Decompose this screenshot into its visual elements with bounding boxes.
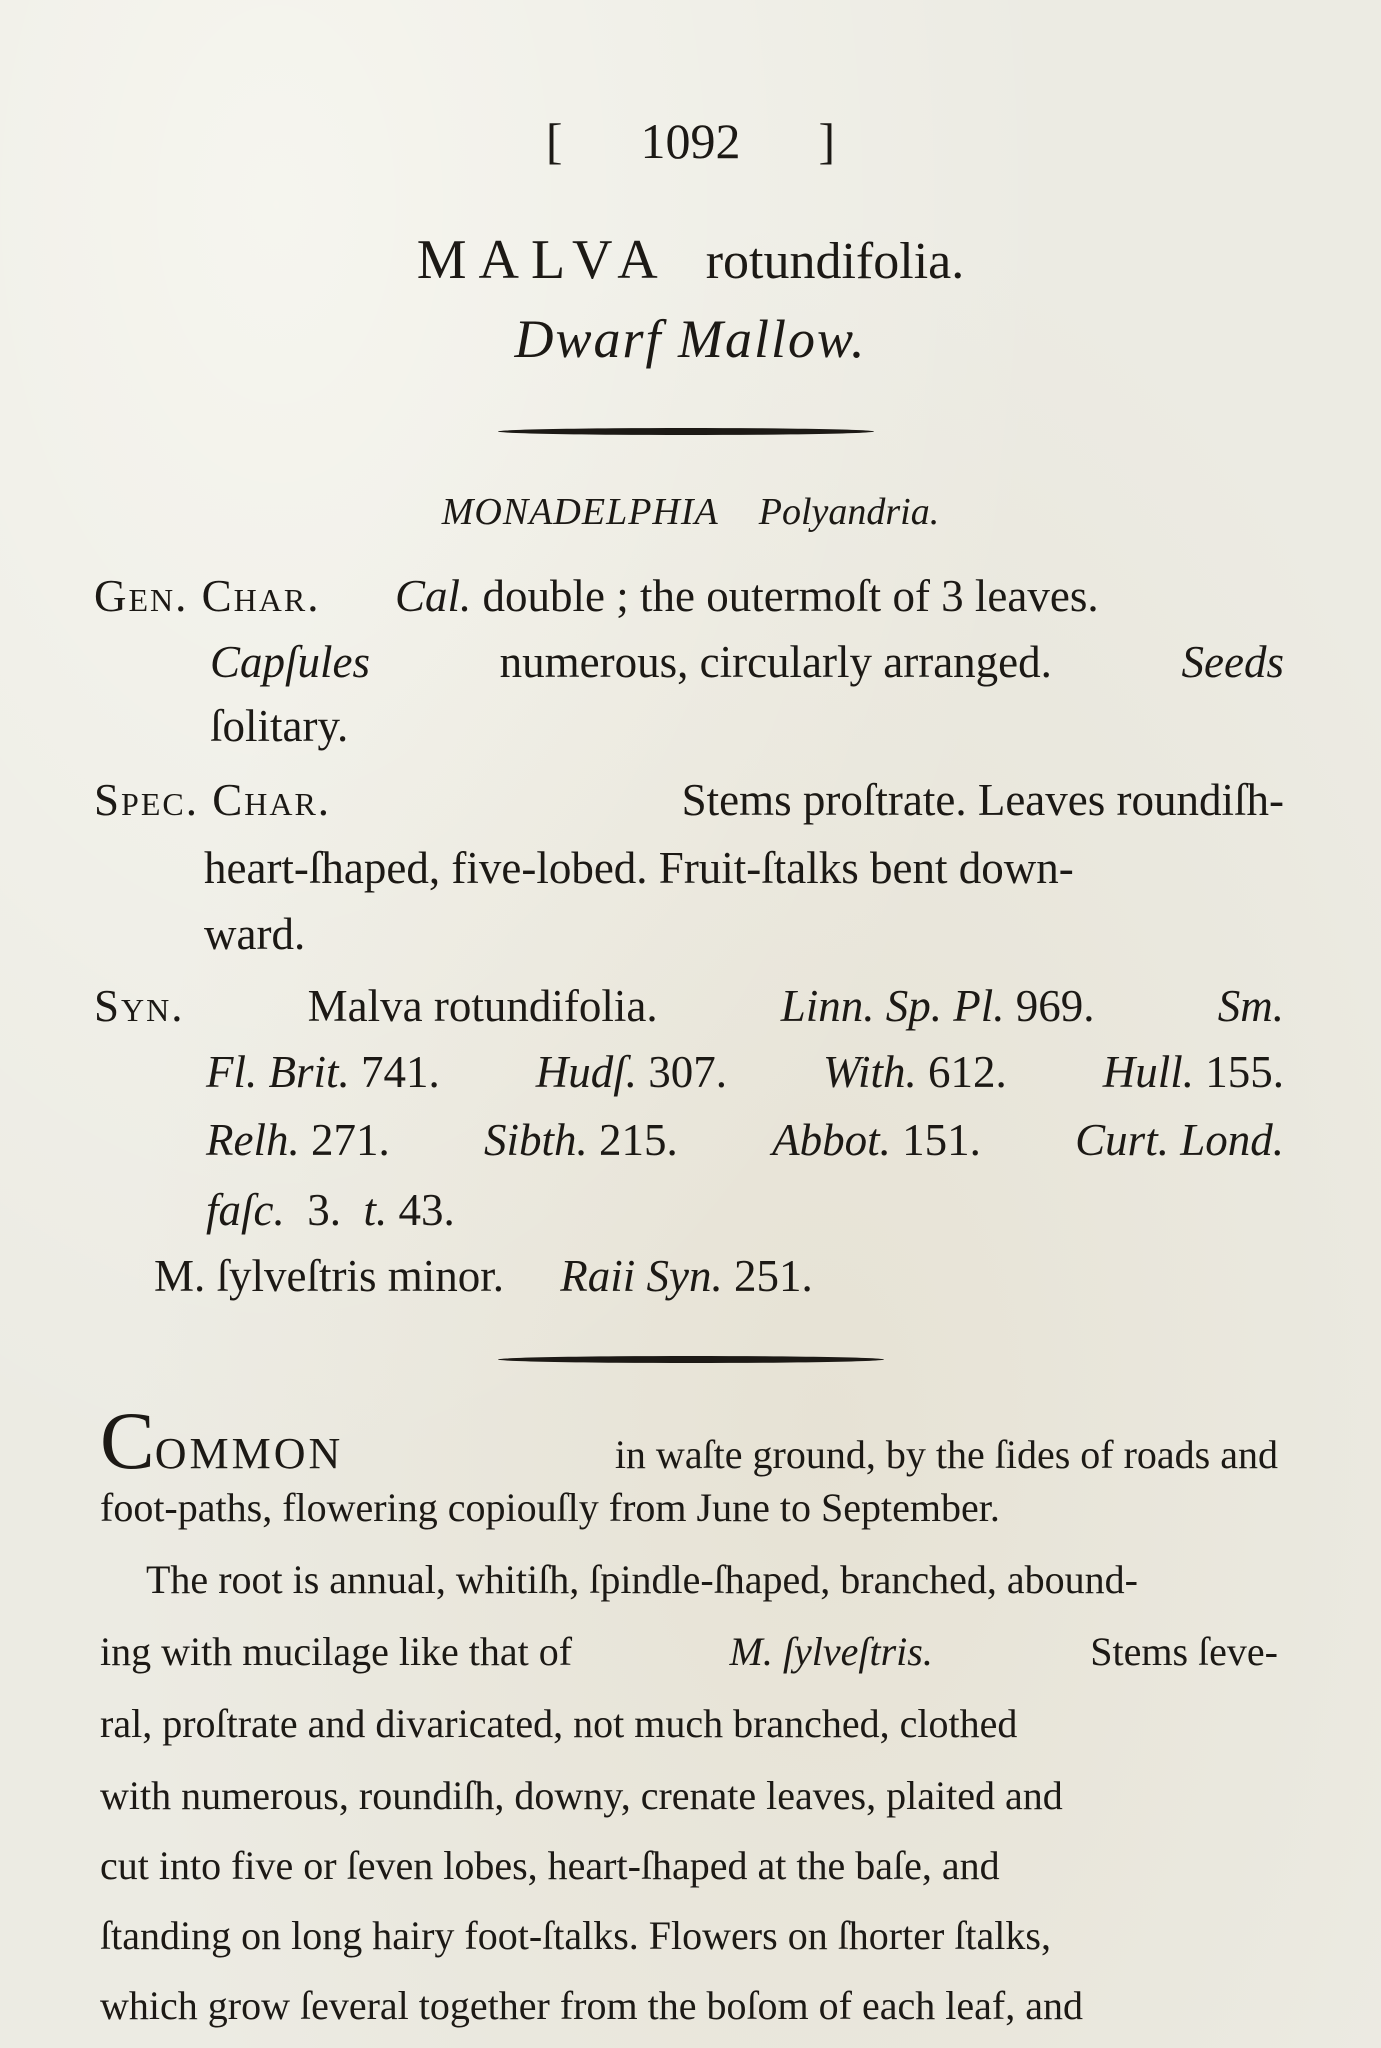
gen-char-line2-text: numerous, circularly arranged. (499, 637, 1052, 687)
syn-t: t. (363, 1185, 388, 1235)
paragraph-1-text: in waſte ground, by the ſides of roads and (614, 1432, 1278, 1477)
syn-linn-num: 969. (1015, 981, 1095, 1031)
page-number-line (0, 112, 1381, 170)
syn-fasc-num: 3. (307, 1185, 341, 1235)
gen-char-line-3: ſolitary. (210, 701, 349, 751)
genus-name: MALVA (416, 229, 670, 291)
spec-char-line-3: ward. (204, 909, 306, 959)
syn-line-1 (94, 980, 1284, 1032)
paragraph-1-line-1 (100, 1395, 1278, 1486)
syn-ref-num: 741. (361, 1047, 440, 1097)
classification-line (0, 490, 1381, 534)
syn-ref-italic: Curt. Lond. (1075, 1115, 1284, 1165)
syn-ref-italic: Abbot. (772, 1115, 891, 1165)
syn-fasc: faſc. (206, 1185, 285, 1235)
common-name: Dwarf Mallow. (514, 309, 867, 369)
syn-ref-num: 151. (902, 1115, 981, 1165)
paragraph-1-line-2: foot-paths, flowering copiouſly from June to September. (100, 1485, 1000, 1530)
gen-char-line-1 (94, 570, 1284, 622)
drop-cap-rest: OMMON (154, 1429, 344, 1478)
syn-ref-italic: Hull. (1102, 1047, 1194, 1097)
page-number: 1092 (640, 113, 741, 169)
class-name: MONADELPHIA (441, 491, 719, 533)
gen-char-capsules: Capſules (210, 637, 371, 687)
left-bracket: [ (545, 113, 563, 169)
spec-char-line1-text: Stems proſtrate. Leaves roundiſh- (681, 775, 1284, 825)
paragraph-2-line-1: The root is annual, whitiſh, ſpindle-ſhaped, branched, abound- (146, 1557, 1138, 1602)
syn-ref-num: 612. (927, 1047, 1007, 1097)
syn-linn: Linn. Sp. Pl. (780, 981, 1005, 1031)
paragraph-2-text: ing with mucilage like that of (100, 1629, 573, 1674)
spec-char-line-1 (94, 774, 1284, 826)
divider-rule (498, 1356, 884, 1363)
paragraph-2-italic: M. ſylveſtris. (729, 1629, 933, 1674)
syn-sm: Sm. (1217, 981, 1284, 1031)
syn-line-5 (154, 1250, 813, 1302)
syn-malva: Malva rotundifolia. (307, 981, 658, 1031)
syn-ref-num: 271. (310, 1115, 390, 1165)
syn-sylvestris: M. ſylveſtris minor. (154, 1251, 505, 1301)
paragraph-2-line-3: ral, proſtrate and divaricated, not much branched, clothed (100, 1701, 1018, 1746)
right-bracket: ] (818, 113, 836, 169)
drop-cap: C (100, 1395, 155, 1486)
paragraph-2-line-4: with numerous, roundiſh, downy, crenate leaves, plaited and (100, 1773, 1063, 1818)
paragraph-2-line-7: which grow ſeveral together from the boſom of each leaf, and (100, 1983, 1083, 2028)
syn-ref-italic: With. (822, 1047, 917, 1097)
gen-char-line-2 (210, 636, 1284, 688)
paragraph-2-line-2 (100, 1628, 1278, 1675)
syn-ref-italic: Fl. Brit. (206, 1047, 350, 1097)
syn-raii-num: 251. (733, 1251, 813, 1301)
spec-char-line-2: heart-ſhaped, five-lobed. Fruit-ſtalks bent down- (204, 843, 1074, 893)
syn-t-num: 43. (398, 1185, 455, 1235)
species-title (0, 228, 1381, 292)
syn-raii: Raii Syn. (560, 1251, 723, 1301)
gen-char-label: Gen. Char. (94, 571, 321, 621)
divider-rule (498, 428, 874, 435)
spec-char-label: Spec. Char. (94, 775, 332, 825)
syn-ref-num: 155. (1205, 1047, 1284, 1097)
syn-line-2 (206, 1046, 1284, 1098)
order-name: Polyandria. (758, 491, 940, 533)
species-name: rotundifolia. (705, 233, 965, 290)
gen-char-seeds: Seeds (1181, 637, 1284, 687)
paragraph-2-text: Stems ſeve- (1090, 1629, 1278, 1674)
gen-char-line1-text: double ; the outermoſt of 3 leaves. (482, 571, 1099, 621)
syn-ref-italic: Hudſ. (535, 1047, 637, 1097)
syn-ref-num: 307. (648, 1047, 727, 1097)
syn-ref-italic: Sibth. (484, 1115, 588, 1165)
paragraph-2-line-6: ſtanding on long hairy foot-ſtalks. Flowers on ſhorter ſtalks, (100, 1913, 1051, 1958)
syn-line-3 (206, 1114, 1284, 1166)
syn-label: Syn. (94, 981, 185, 1031)
syn-line-4 (206, 1184, 455, 1236)
gen-char-cal: Cal. (394, 571, 472, 621)
paragraph-2-line-5: cut into five or ſeven lobes, heart-ſhaped at the baſe, and (100, 1843, 1000, 1888)
syn-ref-italic: Relh. (206, 1115, 300, 1165)
syn-ref-num: 215. (599, 1115, 678, 1165)
